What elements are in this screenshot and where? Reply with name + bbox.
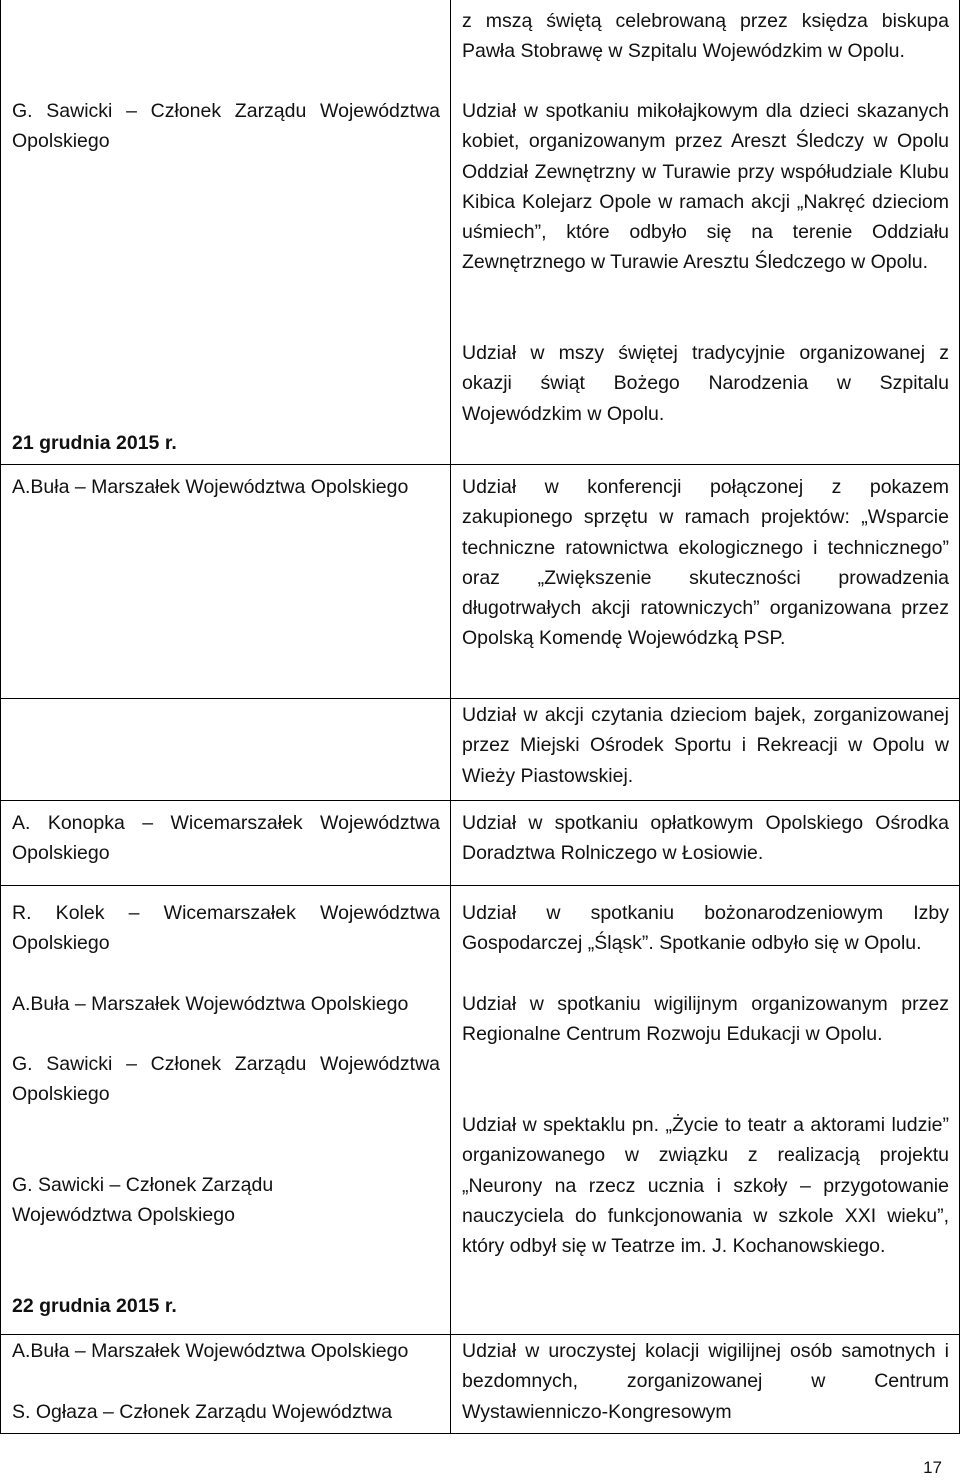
participant-name: R. Kolek – Wicemarszałek Województwa Opolskiego bbox=[12, 902, 440, 955]
event-description: Udział w spotkaniu opłatkowym Opolskiego Ośrodka Doradztwa Rolniczego w Łosiowie. bbox=[462, 812, 949, 865]
participant-name: A. Konopka – Wicemarszałek Województwa Opolskiego bbox=[12, 812, 440, 865]
participant-name: A.Buła – Marszałek Województwa Opolskiego bbox=[12, 476, 409, 498]
event-description: z mszą świętą celebrowaną przez księdza biskupa Pawła Stobrawę w Szpitalu Wojewódzkim w Opolu. bbox=[462, 10, 949, 63]
event-description: Udział w spotkaniu wigilijnym organizowanym przez Regionalne Centrum Rozwoju Edukacji w Opolu. bbox=[462, 993, 949, 1046]
event-description: Udział w spotkaniu bożonarodzeniowym Izby Gospodarczej „Śląsk”. Spotkanie odbyło się w Opolu. bbox=[462, 902, 949, 955]
table-border-bottom bbox=[0, 1433, 960, 1434]
table-border-left bbox=[0, 0, 1, 1434]
event-description: Udział w uroczystej kolacji wigilijnej osób samotnych i bezdomnych, zorganizowanej w Centrum Wystawienniczo-Kongresowym bbox=[462, 1340, 949, 1423]
row-separator bbox=[0, 1334, 960, 1335]
event-description: Udział w konferencji połączonej z pokazem zakupionego sprzętu w ramach projektów: „Wsparcie techniczne ratownictwa ekologicznego i technicznego” oraz „Zwiększenie skuteczności prowadzenia długotrwałych akcji ratowniczych” organizowana przez Opolską Komendę Wojewódzką PSP. bbox=[462, 476, 949, 650]
page-number: 17 bbox=[923, 1458, 942, 1477]
participant-name: G. Sawicki – Członek Zarządu Województwa Opolskiego bbox=[12, 1174, 274, 1227]
participant-name: S. Ogłaza – Członek Zarządu Województwa bbox=[12, 1401, 393, 1423]
event-description: Udział w akcji czytania dzieciom bajek, zorganizowanej przez Miejski Ośrodek Sportu i Rekreacji w Opolu w Wieży Piastowskiej. bbox=[462, 704, 949, 787]
row-separator bbox=[0, 800, 960, 801]
event-description: Udział w spektaklu pn. „Życie to teatr a aktorami ludzie” organizowanego w związku z realizacją projektu „Neurony na rzecz ucznia i szkoły – przygotowanie nauczyciela do funkcjonowania w szkole XXI wieku”, który odbył się w Teatrze im. J. Kochanowskiego. bbox=[462, 1114, 949, 1258]
participant-name: G. Sawicki – Członek Zarządu Województwa Opolskiego bbox=[12, 1053, 440, 1106]
participant-name: A.Buła – Marszałek Województwa Opolskiego bbox=[12, 993, 409, 1015]
event-description: Udział w spotkaniu mikołajkowym dla dzieci skazanych kobiet, organizowanym przez Areszt Śledczy w Opolu Oddział Zewnętrzny w Turawie przy współudziale Klubu Kibica Kolejarz Opole w ramach akcji „Nakręć dzieciom uśmiech”, które odbyło się na terenie Oddziału Zewnętrznego w Turawie Aresztu Śledczego w Opolu. bbox=[462, 100, 949, 274]
row-separator bbox=[0, 885, 960, 886]
row-separator bbox=[0, 464, 960, 465]
row-separator bbox=[0, 698, 960, 699]
participant-name: A.Buła – Marszałek Województwa Opolskiego bbox=[12, 1340, 409, 1362]
date-heading: 22 grudnia 2015 r. bbox=[12, 1295, 177, 1317]
event-description: Udział w mszy świętej tradycyjnie organizowanej z okazji świąt Bożego Narodzenia w Szpitalu Wojewódzkim w Opolu. bbox=[462, 342, 949, 425]
table-column-divider bbox=[450, 0, 451, 1434]
participant-name: G. Sawicki – Członek Zarządu Województwa Opolskiego bbox=[12, 100, 440, 153]
date-heading: 21 grudnia 2015 r. bbox=[12, 432, 177, 454]
